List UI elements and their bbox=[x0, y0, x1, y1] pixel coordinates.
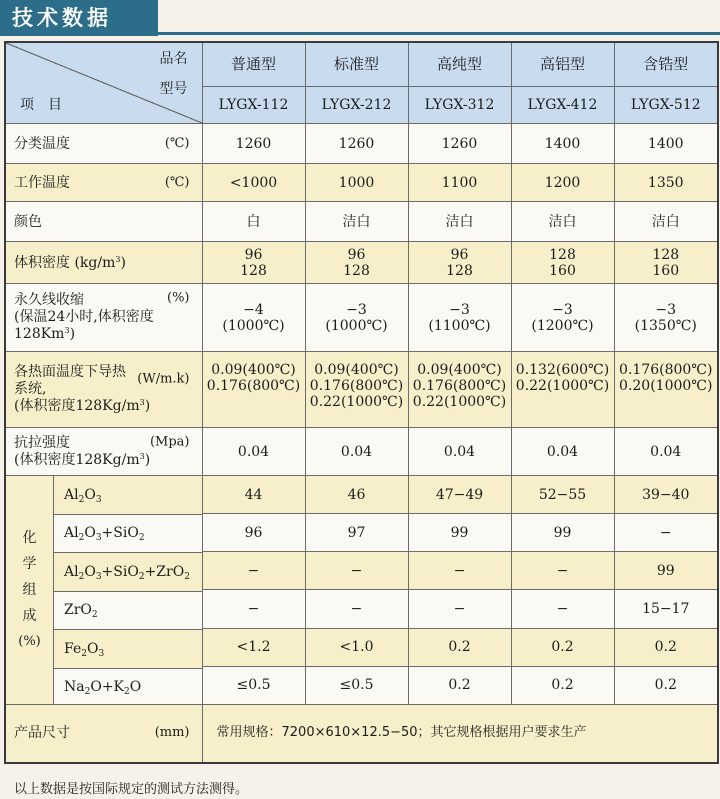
product-name: 普通型 bbox=[203, 43, 305, 87]
cell: 44 bbox=[202, 476, 305, 514]
cell: − bbox=[614, 514, 718, 552]
cell: 0.176(800℃) 0.20(1000℃) bbox=[614, 352, 718, 428]
cell: −3 (1200℃) bbox=[511, 284, 614, 352]
section-banner: 技术数据 bbox=[0, 0, 158, 36]
cell: 39−40 bbox=[614, 476, 718, 514]
chem-group-label: 化 学 组 成 (%) bbox=[6, 476, 54, 704]
cell: 0.2 bbox=[511, 666, 614, 704]
product-model: LYGX-512 bbox=[630, 97, 701, 113]
row-conductivity bbox=[5, 352, 718, 428]
cell: 0.2 bbox=[408, 666, 511, 704]
header-row bbox=[5, 42, 718, 124]
product-header bbox=[511, 42, 614, 124]
row-label: 各热面温度下导热 系统, (W/m.k) (体积密度$128Kg/m^3$) bbox=[5, 352, 202, 428]
cell: − bbox=[511, 552, 614, 590]
cell: 0.09(400℃) 0.176(800℃) 0.22(1000℃) bbox=[408, 352, 511, 428]
row-tensile bbox=[5, 428, 718, 476]
cell: 97 bbox=[305, 514, 408, 552]
product-header bbox=[305, 42, 408, 124]
cell: 0.09(400℃) 0.176(800℃) 0.22(1000℃) bbox=[305, 352, 408, 428]
cell: <1.0 bbox=[305, 628, 408, 666]
row-size bbox=[5, 705, 718, 763]
cell: 0.04 bbox=[408, 428, 511, 476]
cell: 1400 bbox=[511, 124, 614, 164]
cell: 1400 bbox=[614, 124, 718, 164]
size-value: 常用规格：7200×610×12.5−50；其它规格根据用户要求生产 bbox=[202, 705, 718, 763]
chem-formula: $Fe_2O_3$ bbox=[54, 630, 202, 669]
cell: 1200 bbox=[511, 164, 614, 202]
cell: 52−55 bbox=[511, 476, 614, 514]
corner-name-label: 品名 bbox=[159, 51, 188, 67]
product-model: LYGX-212 bbox=[321, 97, 392, 113]
cell: 1260 bbox=[202, 124, 305, 164]
cell: 1100 bbox=[408, 164, 511, 202]
product-model: LYGX-312 bbox=[424, 97, 495, 113]
row-label: 工作温度 (℃) bbox=[5, 164, 202, 202]
cell: 0.2 bbox=[614, 628, 718, 666]
cell: 47−49 bbox=[408, 476, 511, 514]
cell: 99 bbox=[408, 514, 511, 552]
product-header bbox=[408, 42, 511, 124]
cell: 0.09(400℃) 0.176(800℃) bbox=[202, 352, 305, 428]
row-color bbox=[5, 202, 718, 242]
row-label: 抗拉强度 (Mpa) (体积密度$128Kg/m^3$) bbox=[5, 428, 202, 476]
cell: <1.2 bbox=[202, 628, 305, 666]
cell: − bbox=[305, 590, 408, 628]
product-name: 高铝型 bbox=[512, 43, 614, 87]
cell: − bbox=[408, 590, 511, 628]
cell: 1260 bbox=[305, 124, 408, 164]
chem-row bbox=[5, 476, 718, 514]
row-label: 产品尺寸 (mm) bbox=[5, 705, 202, 763]
cell: ≤0.5 bbox=[305, 666, 408, 704]
row-density bbox=[5, 242, 718, 284]
corner-item-label: 项 目 bbox=[20, 97, 62, 113]
cell: 白 bbox=[202, 202, 305, 242]
cell: 96 128 bbox=[408, 242, 511, 284]
cell: − bbox=[202, 590, 305, 628]
cell: 0.04 bbox=[202, 428, 305, 476]
cell: 0.2 bbox=[614, 666, 718, 704]
row-label: 分类温度 (℃) bbox=[5, 124, 202, 164]
cell: 128 160 bbox=[614, 242, 718, 284]
cell: 1350 bbox=[614, 164, 718, 202]
cell: 洁白 bbox=[305, 202, 408, 242]
row-shrink bbox=[5, 284, 718, 352]
row-label: 颜色 bbox=[5, 202, 202, 242]
cell: 0.04 bbox=[305, 428, 408, 476]
cell: 99 bbox=[511, 514, 614, 552]
banner-rule bbox=[158, 32, 720, 35]
product-name: 标准型 bbox=[306, 43, 408, 87]
chem-group-cell bbox=[5, 476, 202, 705]
product-header bbox=[202, 42, 305, 124]
cell: 0.04 bbox=[511, 428, 614, 476]
footnote: 以上数据是按国际规定的测试方法测得。 bbox=[14, 782, 249, 797]
corner-model-label: 型号 bbox=[159, 81, 188, 97]
chem-formula: $Na_2O+K_2O$ bbox=[54, 669, 202, 705]
cell: 96 bbox=[202, 514, 305, 552]
cell: −3 (1100℃) bbox=[408, 284, 511, 352]
product-name: 高纯型 bbox=[409, 43, 511, 87]
cell: <1000 bbox=[202, 164, 305, 202]
cell: 99 bbox=[614, 552, 718, 590]
cell: 96 128 bbox=[305, 242, 408, 284]
cell: −3 (1350℃) bbox=[614, 284, 718, 352]
product-name: 含锆型 bbox=[615, 43, 718, 87]
cell: −4 (1000℃) bbox=[202, 284, 305, 352]
product-header bbox=[614, 42, 718, 124]
cell: − bbox=[408, 552, 511, 590]
spec-table bbox=[4, 41, 719, 764]
row-label: 永久线收缩 (%) (保温24小时,体积密度 128Km$^3$) bbox=[5, 284, 202, 352]
cell: ≤0.5 bbox=[202, 666, 305, 704]
chem-formula: $Al_2O_3+SiO_2$ bbox=[54, 515, 202, 553]
cell: 0.04 bbox=[614, 428, 718, 476]
cell: − bbox=[511, 590, 614, 628]
row-work-temp bbox=[5, 164, 718, 202]
cell: 洁白 bbox=[614, 202, 718, 242]
cell: 洁白 bbox=[408, 202, 511, 242]
corner-cell bbox=[5, 42, 202, 124]
chem-formula: $Al_2O_3+SiO_2+ZrO_2$ bbox=[54, 553, 202, 592]
cell: 洁白 bbox=[511, 202, 614, 242]
cell: − bbox=[305, 552, 408, 590]
cell: 96 128 bbox=[202, 242, 305, 284]
cell: − bbox=[202, 552, 305, 590]
cell: 0.2 bbox=[408, 628, 511, 666]
row-class-temp bbox=[5, 124, 718, 164]
row-label: 体积密度 $(kg/m^3)$ bbox=[5, 242, 202, 284]
cell: 46 bbox=[305, 476, 408, 514]
cell: 0.132(600℃) 0.22(1000℃) bbox=[511, 352, 614, 428]
cell: 1000 bbox=[305, 164, 408, 202]
product-model: LYGX-112 bbox=[218, 97, 289, 113]
cell: −3 (1000℃) bbox=[305, 284, 408, 352]
cell: 0.2 bbox=[511, 628, 614, 666]
chem-formula: $Al_2O_3$ bbox=[54, 476, 202, 515]
cell: 1260 bbox=[408, 124, 511, 164]
chem-formula: ZrO$_2$ bbox=[54, 592, 202, 630]
product-model: LYGX-412 bbox=[527, 97, 598, 113]
cell: 15−17 bbox=[614, 590, 718, 628]
cell: 128 160 bbox=[511, 242, 614, 284]
